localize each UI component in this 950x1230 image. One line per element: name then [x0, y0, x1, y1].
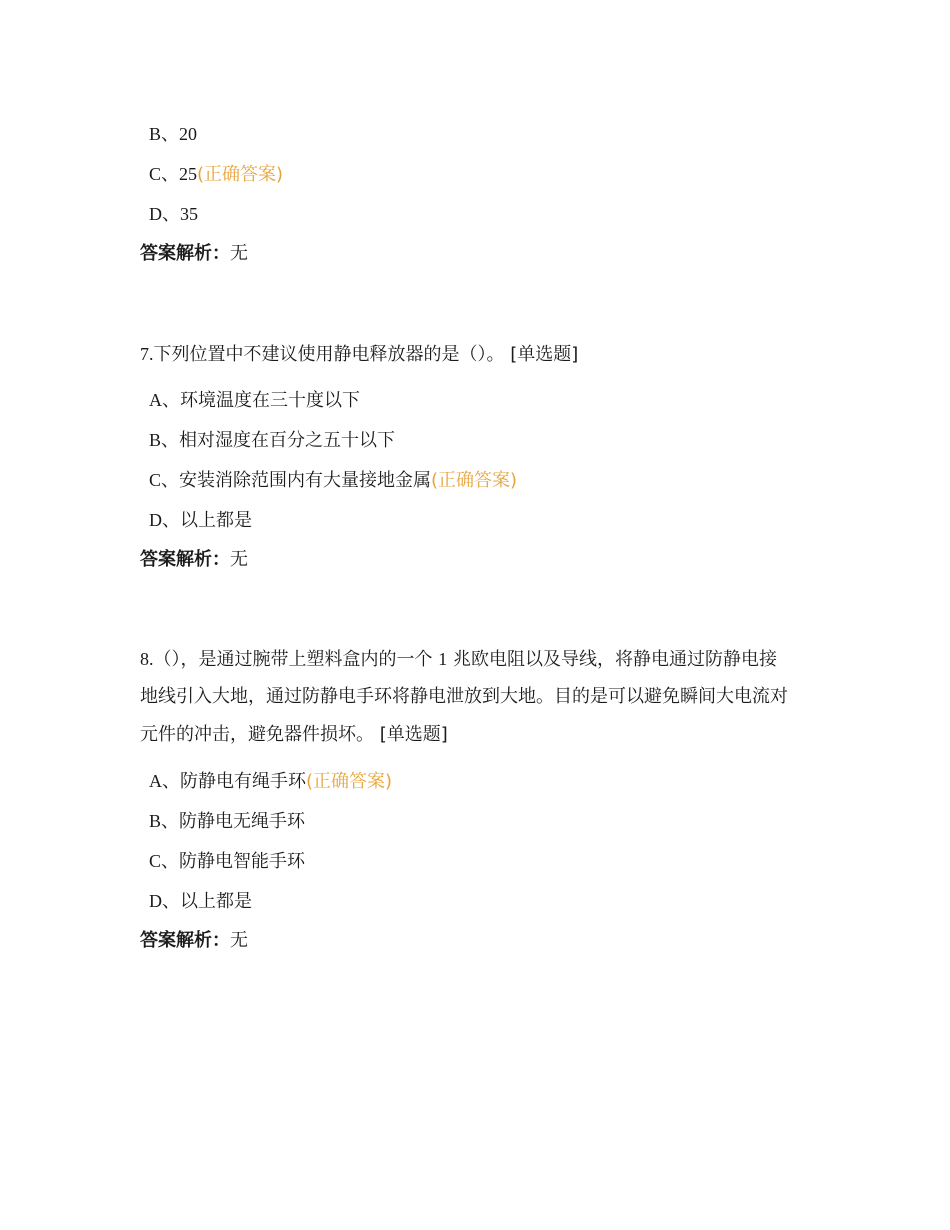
analysis-text: 无	[230, 243, 248, 264]
q8-analysis	[140, 929, 248, 953]
q8-option-b	[149, 809, 305, 834]
correct-answer-mark: (正确答案)	[197, 164, 284, 185]
option-text: 以上都是	[180, 510, 252, 531]
q8-question-line-1	[140, 647, 777, 672]
question-text: （），是通过腕带上塑料盒内的一个	[153, 649, 433, 670]
option-text: 35	[180, 204, 198, 224]
option-letter: C、	[149, 851, 180, 871]
q6-option-c	[149, 162, 283, 187]
option-letter: D、	[149, 891, 180, 911]
option-text: 防静电无绳手环	[179, 811, 306, 832]
option-text: 相对湿度在百分之五十以下	[179, 430, 396, 451]
analysis-text: 无	[230, 549, 248, 570]
q7-option-b	[149, 428, 395, 453]
option-letter: A、	[149, 390, 180, 410]
question-text-number: 1	[438, 649, 448, 669]
option-text: 安装消除范围内有大量接地金属	[179, 470, 432, 491]
option-text: 防静电智能手环	[179, 851, 306, 872]
option-text: 25	[179, 164, 198, 184]
question-text: 兆欧电阻以及导线，将静电通过防静电接	[452, 649, 777, 670]
q8-option-d	[149, 889, 252, 914]
option-letter: A、	[149, 771, 180, 791]
correct-answer-mark: (正确答案)	[306, 771, 393, 792]
question-number: 7.	[140, 344, 154, 364]
q8-question-line-2	[140, 685, 788, 709]
option-text: 防静电有绳手环	[180, 771, 306, 792]
analysis-label: 答案解析：	[140, 930, 230, 951]
question-number: 8.	[140, 649, 154, 669]
option-text: 以上都是	[180, 891, 252, 912]
option-letter: B、	[149, 811, 180, 831]
analysis-label: 答案解析：	[140, 243, 230, 264]
option-letter: D、	[149, 204, 180, 224]
q6-option-b	[149, 122, 197, 147]
question-type: [单选题]	[510, 344, 579, 365]
q7-analysis	[140, 548, 248, 572]
analysis-label: 答案解析：	[140, 549, 230, 570]
q7-question	[140, 342, 578, 367]
q8-option-c	[149, 849, 305, 874]
question-text: 下列位置中不建议使用静电释放器的是（）。	[153, 344, 505, 365]
correct-answer-mark: (正确答案)	[431, 470, 518, 491]
option-letter: D、	[149, 510, 180, 530]
q7-option-a	[149, 388, 360, 413]
option-letter: C、	[149, 470, 180, 490]
option-letter: B、	[149, 124, 180, 144]
q6-analysis	[140, 242, 248, 266]
option-text: 20	[179, 124, 198, 144]
q8-option-a	[149, 769, 392, 794]
q7-option-c	[149, 468, 517, 493]
q7-option-d	[149, 508, 252, 533]
option-text: 环境温度在三十度以下	[180, 390, 360, 411]
question-text: 元件的冲击，避免器件损坏。	[140, 724, 374, 745]
question-type: [单选题]	[379, 724, 448, 745]
analysis-text: 无	[230, 930, 248, 951]
option-letter: B、	[149, 430, 180, 450]
question-text: 地线引入大地，通过防静电手环将静电泄放到大地。目的是可以避免瞬间大电流对	[140, 686, 788, 707]
q6-option-d	[149, 202, 198, 227]
q8-question-line-3	[140, 723, 448, 747]
option-letter: C、	[149, 164, 180, 184]
